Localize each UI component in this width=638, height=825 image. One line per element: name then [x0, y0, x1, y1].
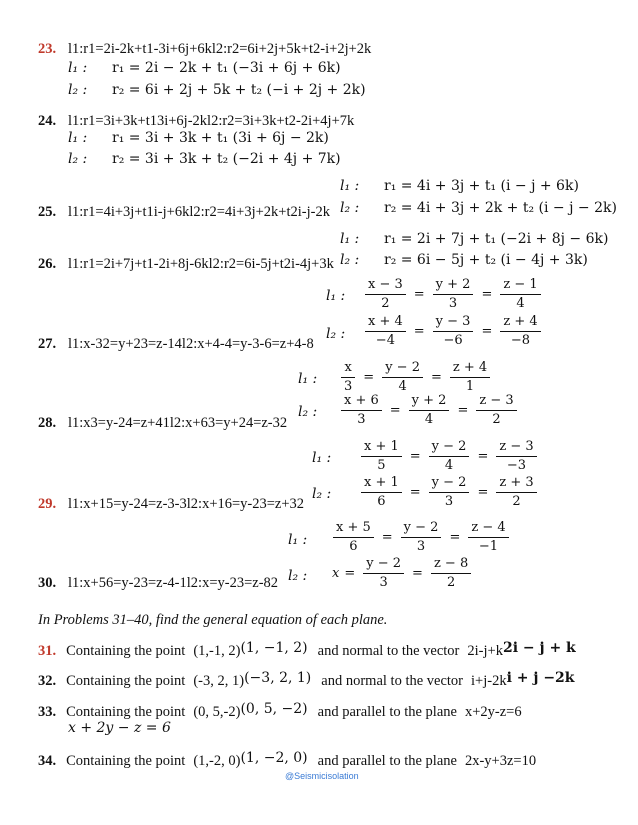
problem-32-vector-math: i + j −2k — [506, 670, 575, 686]
problem-29-l1-symmetric: $\frac{x + 1}{5}$ = $\frac{y - 2}{4}$ = $\frac{z - 3}{-3}$ — [358, 439, 540, 474]
problem-32-lead: Containing the point — [66, 673, 186, 689]
problem-23-l1-label: l₁ : — [68, 60, 88, 76]
problem-30-l2-symmetric: x = $\frac{y - 2}{3}$ = $\frac{z - 8}{2}$ — [332, 556, 474, 591]
problem-33-plane-math: x + 2y − z = 6 — [68, 720, 171, 736]
problem-30-l1-label: l₁ : — [288, 532, 308, 548]
problem-26-l1-label: l₁ : — [340, 231, 360, 247]
fraction: $\frac{x + 4}{-4}$ — [365, 314, 406, 349]
fraction: $\frac{z - 1}{4}$ — [500, 277, 540, 312]
x-variable: x — [332, 566, 340, 581]
problem-30-l1-symmetric: $\frac{x + 5}{6}$ = $\frac{y - 2}{3}$ = $\frac{z - 4}{-1}$ — [330, 520, 512, 555]
problem-27-l2-label: l₂ : — [326, 326, 346, 342]
problem-24-l2-equation: r₂ = 3i + 3k + t₂ (−2i + 4j + 7k) — [112, 151, 341, 167]
problem-23-text: l1:r1=2i-2k+t1-3i+6j+6kl2:r2=6i+2j+5k+t2-i+2j+2k — [68, 41, 372, 57]
problem-33-lead: Containing the point — [66, 704, 186, 720]
problem-25-number: 25. — [38, 204, 57, 220]
problem-24-number: 24. — [38, 113, 57, 129]
problem-34-lead: Containing the point — [66, 753, 186, 769]
fraction: $\frac{x + 6}{3}$ — [341, 393, 382, 428]
problem-34-plane: 2x-y+3z=10 — [464, 753, 537, 769]
problem-25-l2-label: l₂ : — [340, 200, 360, 216]
fraction: $\frac{z - 4}{-1}$ — [468, 520, 508, 555]
problem-32-point-math: (−3, 2, 1) — [244, 670, 312, 686]
problem-28-text: l1:x3=y-24=z+41l2:x+63=y+24=z-32 — [68, 415, 288, 431]
problem-28-l2-symmetric: $\frac{x + 6}{3}$ = $\frac{y + 2}{4}$ = $\frac{z - 3}{2}$ — [338, 393, 520, 428]
problem-33 — [38, 703, 522, 721]
problem-25-l1-label: l₁ : — [340, 178, 360, 194]
problem-32-number: 32. — [38, 673, 57, 689]
problem-24-l1-equation: r₁ = 3i + 3k + t₁ (3i + 6j − 2k) — [112, 130, 329, 146]
fraction: $\frac{z + 3}{2}$ — [496, 475, 536, 510]
problem-27-l1-symmetric: $\frac{x - 3}{2}$ = $\frac{y + 2}{3}$ = $\frac{z - 1}{4}$ — [362, 277, 544, 312]
problem-25-l2-equation: r₂ = 4i + 3j + 2k + t₂ (i − j − 2k) — [384, 200, 617, 216]
problem-24-text: l1:r1=3i+3k+t13i+6j-2kl2:r2=3i+3k+t2-2i+4j+7k — [68, 113, 355, 129]
problem-27-number: 27. — [38, 336, 57, 352]
problem-25-text: l1:r1=4i+3j+t1i-j+6kl2:r2=4i+3j+2k+t2i-j-2k — [68, 204, 330, 220]
fraction: $\frac{x - 3}{2}$ — [365, 277, 406, 312]
fraction: $\frac{z - 3}{2}$ — [476, 393, 516, 428]
fraction: $\frac{y - 3}{-6}$ — [433, 314, 474, 349]
fraction: $\frac{x + 1}{6}$ — [361, 475, 402, 510]
fraction: $\frac{y - 2}{3}$ — [363, 556, 404, 591]
problem-31-clause: and normal to the vector — [317, 643, 460, 659]
fraction: $\frac{y - 2}{4}$ — [382, 360, 423, 395]
problem-24-l2-label: l₂ : — [68, 151, 88, 167]
problem-31-vector-math: 2i − j + k — [502, 640, 576, 656]
problem-26-l2-equation: r₂ = 6i − 5j + t₂ (i − 4j + 3k) — [384, 252, 588, 268]
problem-34-clause: and parallel to the plane — [317, 753, 457, 769]
fraction: $\frac{z - 3}{-3}$ — [496, 439, 536, 474]
fraction: $\frac{y - 2}{4}$ — [429, 439, 470, 474]
section-heading: In Problems 31–40, find the general equation of each plane. — [38, 612, 388, 628]
problem-30-l2-label: l₂ : — [288, 568, 308, 584]
problem-32-point: (-3, 2, 1) — [193, 673, 245, 689]
problem-34-point-math: (1, −2, 0) — [240, 750, 308, 766]
problem-28-l1-symmetric: $\frac{x}{3}$ = $\frac{y - 2}{4}$ = $\frac{z + 4}{1}$ — [338, 360, 493, 395]
fraction: $\frac{y + 2}{3}$ — [433, 277, 474, 312]
problem-25-l1-equation: r₁ = 4i + 3j + t₁ (i − j + 6k) — [384, 178, 579, 194]
fraction: $\frac{x + 5}{6}$ — [333, 520, 374, 555]
fraction: $\frac{z + 4}{1}$ — [450, 360, 490, 395]
problem-29-l2-symmetric: $\frac{x + 1}{6}$ = $\frac{y - 2}{3}$ = $\frac{z + 3}{2}$ — [358, 475, 540, 510]
problem-33-number: 33. — [38, 704, 57, 720]
problem-33-point: (0, 5,-2) — [193, 704, 241, 720]
fraction: $\frac{y + 2}{4}$ — [409, 393, 450, 428]
fraction: $\frac{z - 8}{2}$ — [431, 556, 471, 591]
problem-34-number: 34. — [38, 753, 57, 769]
problem-23-l1-equation: r₁ = 2i − 2k + t₁ (−3i + 6j + 6k) — [112, 60, 341, 76]
problem-23-number: 23. — [38, 41, 57, 57]
problem-26-text: l1:r1=2i+7j+t1-2i+8j-6kl2:r2=6i-5j+t2i-4j+3k — [68, 256, 334, 272]
problem-31-vector: 2i-j+k — [467, 643, 503, 659]
problem-31-point: (1,-1, 2) — [193, 643, 241, 659]
problem-31-number: 31. — [38, 643, 57, 659]
problem-26-l2-label: l₂ : — [340, 252, 360, 268]
problem-29-l2-label: l₂ : — [312, 486, 332, 502]
watermark: @Seismicisolation — [285, 771, 359, 781]
problem-29-l1-label: l₁ : — [312, 450, 332, 466]
problem-27-l2-symmetric: $\frac{x + 4}{-4}$ = $\frac{y - 3}{-6}$ = $\frac{z + 4}{-8}$ — [362, 314, 544, 349]
problem-30-number: 30. — [38, 575, 57, 591]
problem-27-text: l1:x-32=y+23=z-14l2:x+4-4=y-3-6=z+4-8 — [68, 336, 314, 352]
problem-28-l2-label: l₂ : — [298, 404, 318, 420]
fraction: $\frac{x}{3}$ — [341, 360, 355, 395]
problem-26-number: 26. — [38, 256, 57, 272]
fraction: $\frac{z + 4}{-8}$ — [500, 314, 540, 349]
problem-24-l1-label: l₁ : — [68, 130, 88, 146]
problem-28-number: 28. — [38, 415, 57, 431]
problem-28-l1-label: l₁ : — [298, 371, 318, 387]
problem-32-clause: and normal to the vector — [321, 673, 464, 689]
fraction: $\frac{x + 1}{5}$ — [361, 439, 402, 474]
problem-23-l2-label: l₂ : — [68, 82, 88, 98]
problem-31-point-math: (1, −1, 2) — [240, 640, 308, 656]
problem-26-l1-equation: r₁ = 2i + 7j + t₁ (−2i + 8j − 6k) — [384, 231, 609, 247]
problem-32-vector: i+j-2k — [471, 673, 507, 689]
problem-29-text: l1:x+15=y-24=z-3-3l2:x+16=y-23=z+32 — [68, 496, 305, 512]
problem-34-point: (1,-2, 0) — [193, 753, 241, 769]
problem-31 — [38, 642, 576, 660]
problem-33-point-math: (0, 5, −2) — [240, 701, 308, 717]
problem-29-number: 29. — [38, 496, 57, 512]
problem-31-lead: Containing the point — [66, 643, 186, 659]
fraction: $\frac{y - 2}{3}$ — [401, 520, 442, 555]
problem-34 — [38, 752, 536, 770]
problem-32 — [38, 672, 575, 690]
fraction: $\frac{y - 2}{3}$ — [429, 475, 470, 510]
problem-23-l2-equation: r₂ = 6i + 2j + 5k + t₂ (−i + 2j + 2k) — [112, 82, 366, 98]
problem-30-text: l1:x+56=y-23=z-4-1l2:x=y-23=z-82 — [68, 575, 279, 591]
problem-27-l1-label: l₁ : — [326, 288, 346, 304]
problem-33-plane: x+2y-z=6 — [464, 704, 522, 720]
problem-33-clause: and parallel to the plane — [317, 704, 457, 720]
